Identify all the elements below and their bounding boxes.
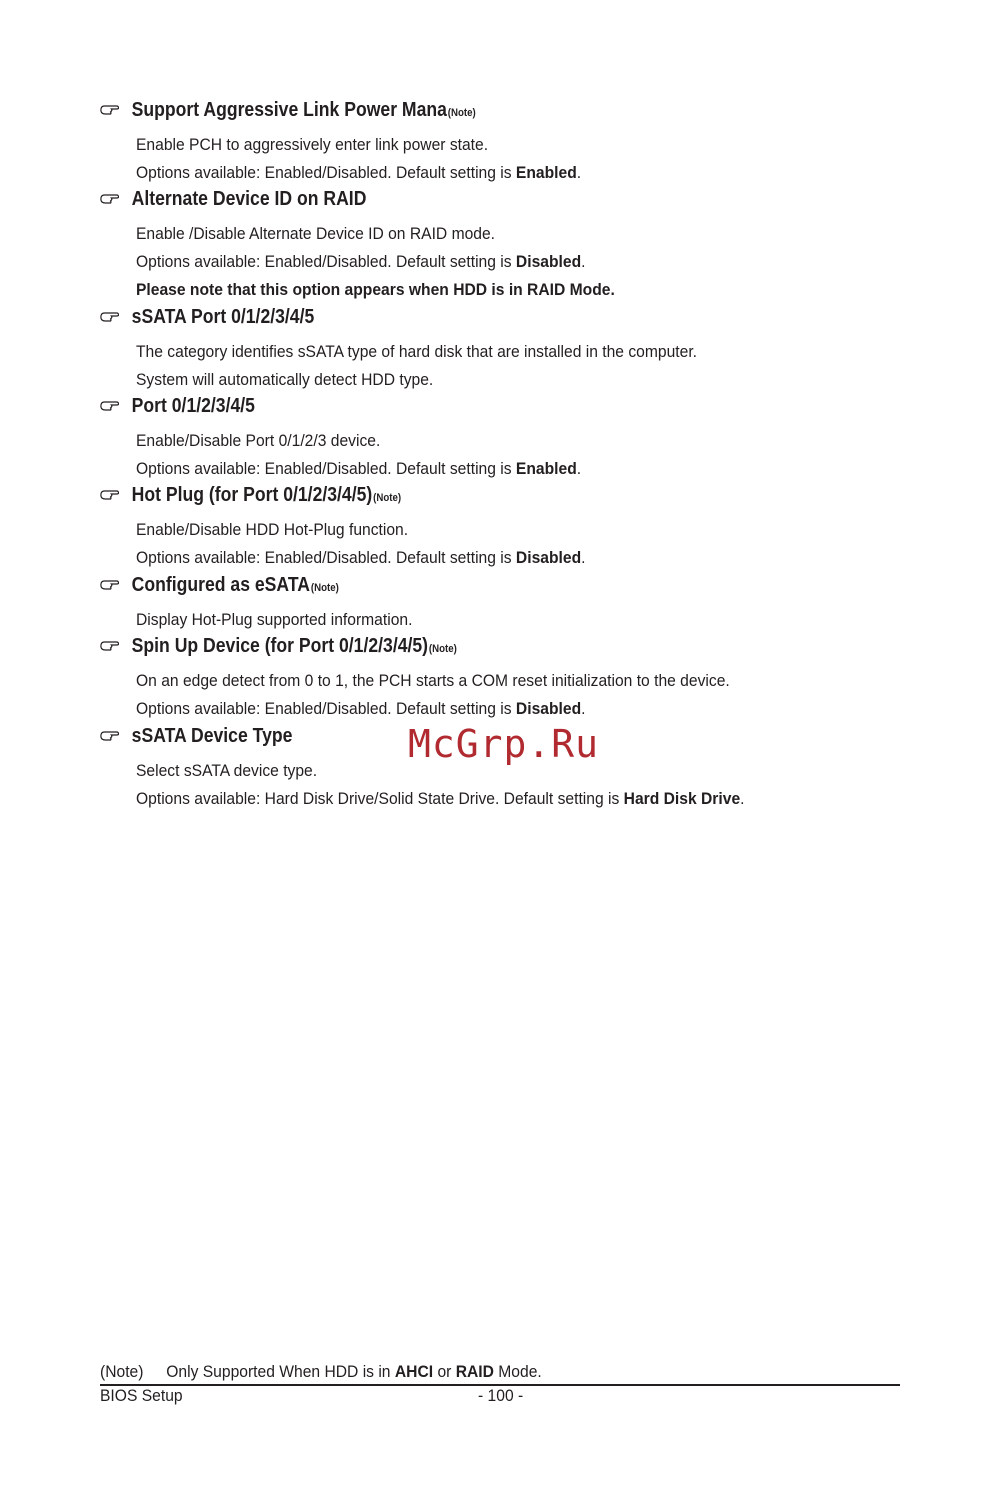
options-line: Options available: Enabled/Disabled. Default setting is Enabled. [136, 459, 582, 478]
description-line: Enable/Disable Port 0/1/2/3 device. [136, 431, 381, 450]
section-title: sSATA Device Type [131, 725, 293, 747]
pointing-hand-icon [100, 193, 132, 205]
section-heading [100, 484, 822, 510]
section-title: Port 0/1/2/3/4/5 [131, 395, 255, 417]
section-support-aggressive-link-power [100, 99, 920, 187]
section-heading [100, 395, 822, 421]
description-line: Enable /Disable Alternate Device ID on RAID mode. [136, 224, 496, 243]
pointing-hand-icon [100, 489, 132, 501]
note-marker: (Note) [310, 582, 339, 594]
section-heading [100, 635, 822, 661]
description-line: The category identifies sSATA type of hard disk that are installed in the computer. [136, 342, 698, 361]
pointing-hand-icon [100, 400, 132, 412]
description-line: Enable/Disable HDD Hot-Plug function. [136, 520, 409, 539]
options-line: Options available: Enabled/Disabled. Default setting is Enabled. [136, 163, 582, 182]
section-port [100, 395, 920, 483]
section-heading [100, 574, 822, 600]
section-title: Spin Up Device (for Port 0/1/2/3/4/5) [131, 635, 429, 657]
footer-title: BIOS Setup [100, 1386, 183, 1405]
description-line: Enable PCH to aggressively enter link power state. [136, 135, 489, 154]
options-line: Options available: Enabled/Disabled. Default setting is Disabled. [136, 699, 586, 718]
default-value: Enabled [515, 163, 577, 182]
options-line: Options available: Enabled/Disabled. Default setting is Disabled. [136, 548, 586, 567]
section-title: Alternate Device ID on RAID [131, 188, 367, 210]
pointing-hand-icon [100, 730, 132, 742]
section-heading [100, 99, 822, 125]
default-value: Hard Disk Drive [623, 789, 741, 808]
section-title: Support Aggressive Link Power Mana [131, 99, 447, 121]
page-number: - 100 - [478, 1386, 524, 1405]
description-line: Display Hot-Plug supported information. [136, 610, 413, 629]
note-marker: (Note) [428, 643, 457, 655]
pointing-hand-icon [100, 579, 132, 591]
section-hot-plug [100, 484, 920, 572]
default-value: Disabled [515, 699, 582, 718]
section-heading [100, 188, 822, 214]
section-configured-as-esata [100, 574, 920, 634]
footnote-label: (Note) [100, 1362, 144, 1381]
section-heading [100, 306, 822, 332]
pointing-hand-icon [100, 311, 132, 323]
raid-note-line: Please note that this option appears when HDD is in RAID Mode. [136, 280, 615, 299]
footnote: (Note) Only Supported When HDD is in AHCI or RAID Mode. [100, 1362, 542, 1381]
default-value: Enabled [515, 459, 577, 478]
pointing-hand-icon [100, 104, 132, 116]
description-line: Select sSATA device type. [136, 761, 318, 780]
section-ssata-port [100, 306, 920, 394]
description-line: On an edge detect from 0 to 1, the PCH starts a COM reset initialization to the device. [136, 671, 730, 690]
description-line: System will automatically detect HDD type. [136, 370, 434, 389]
watermark: McGrp.Ru [408, 722, 600, 766]
section-title: sSATA Port 0/1/2/3/4/5 [131, 306, 315, 328]
pointing-hand-icon [100, 640, 132, 652]
options-line: Options available: Enabled/Disabled. Default setting is Disabled. [136, 252, 586, 271]
section-spin-up-device [100, 635, 920, 723]
section-alternate-device-id [100, 188, 920, 304]
note-marker: (Note) [373, 492, 402, 504]
section-title: Hot Plug (for Port 0/1/2/3/4/5) [131, 484, 373, 506]
default-value: Disabled [515, 252, 582, 271]
default-value: Disabled [515, 548, 582, 567]
note-marker: (Note) [447, 107, 476, 119]
options-line: Options available: Hard Disk Drive/Solid State Drive. Default setting is Hard Disk Drive. [136, 789, 745, 808]
section-title: Configured as eSATA [131, 574, 310, 596]
